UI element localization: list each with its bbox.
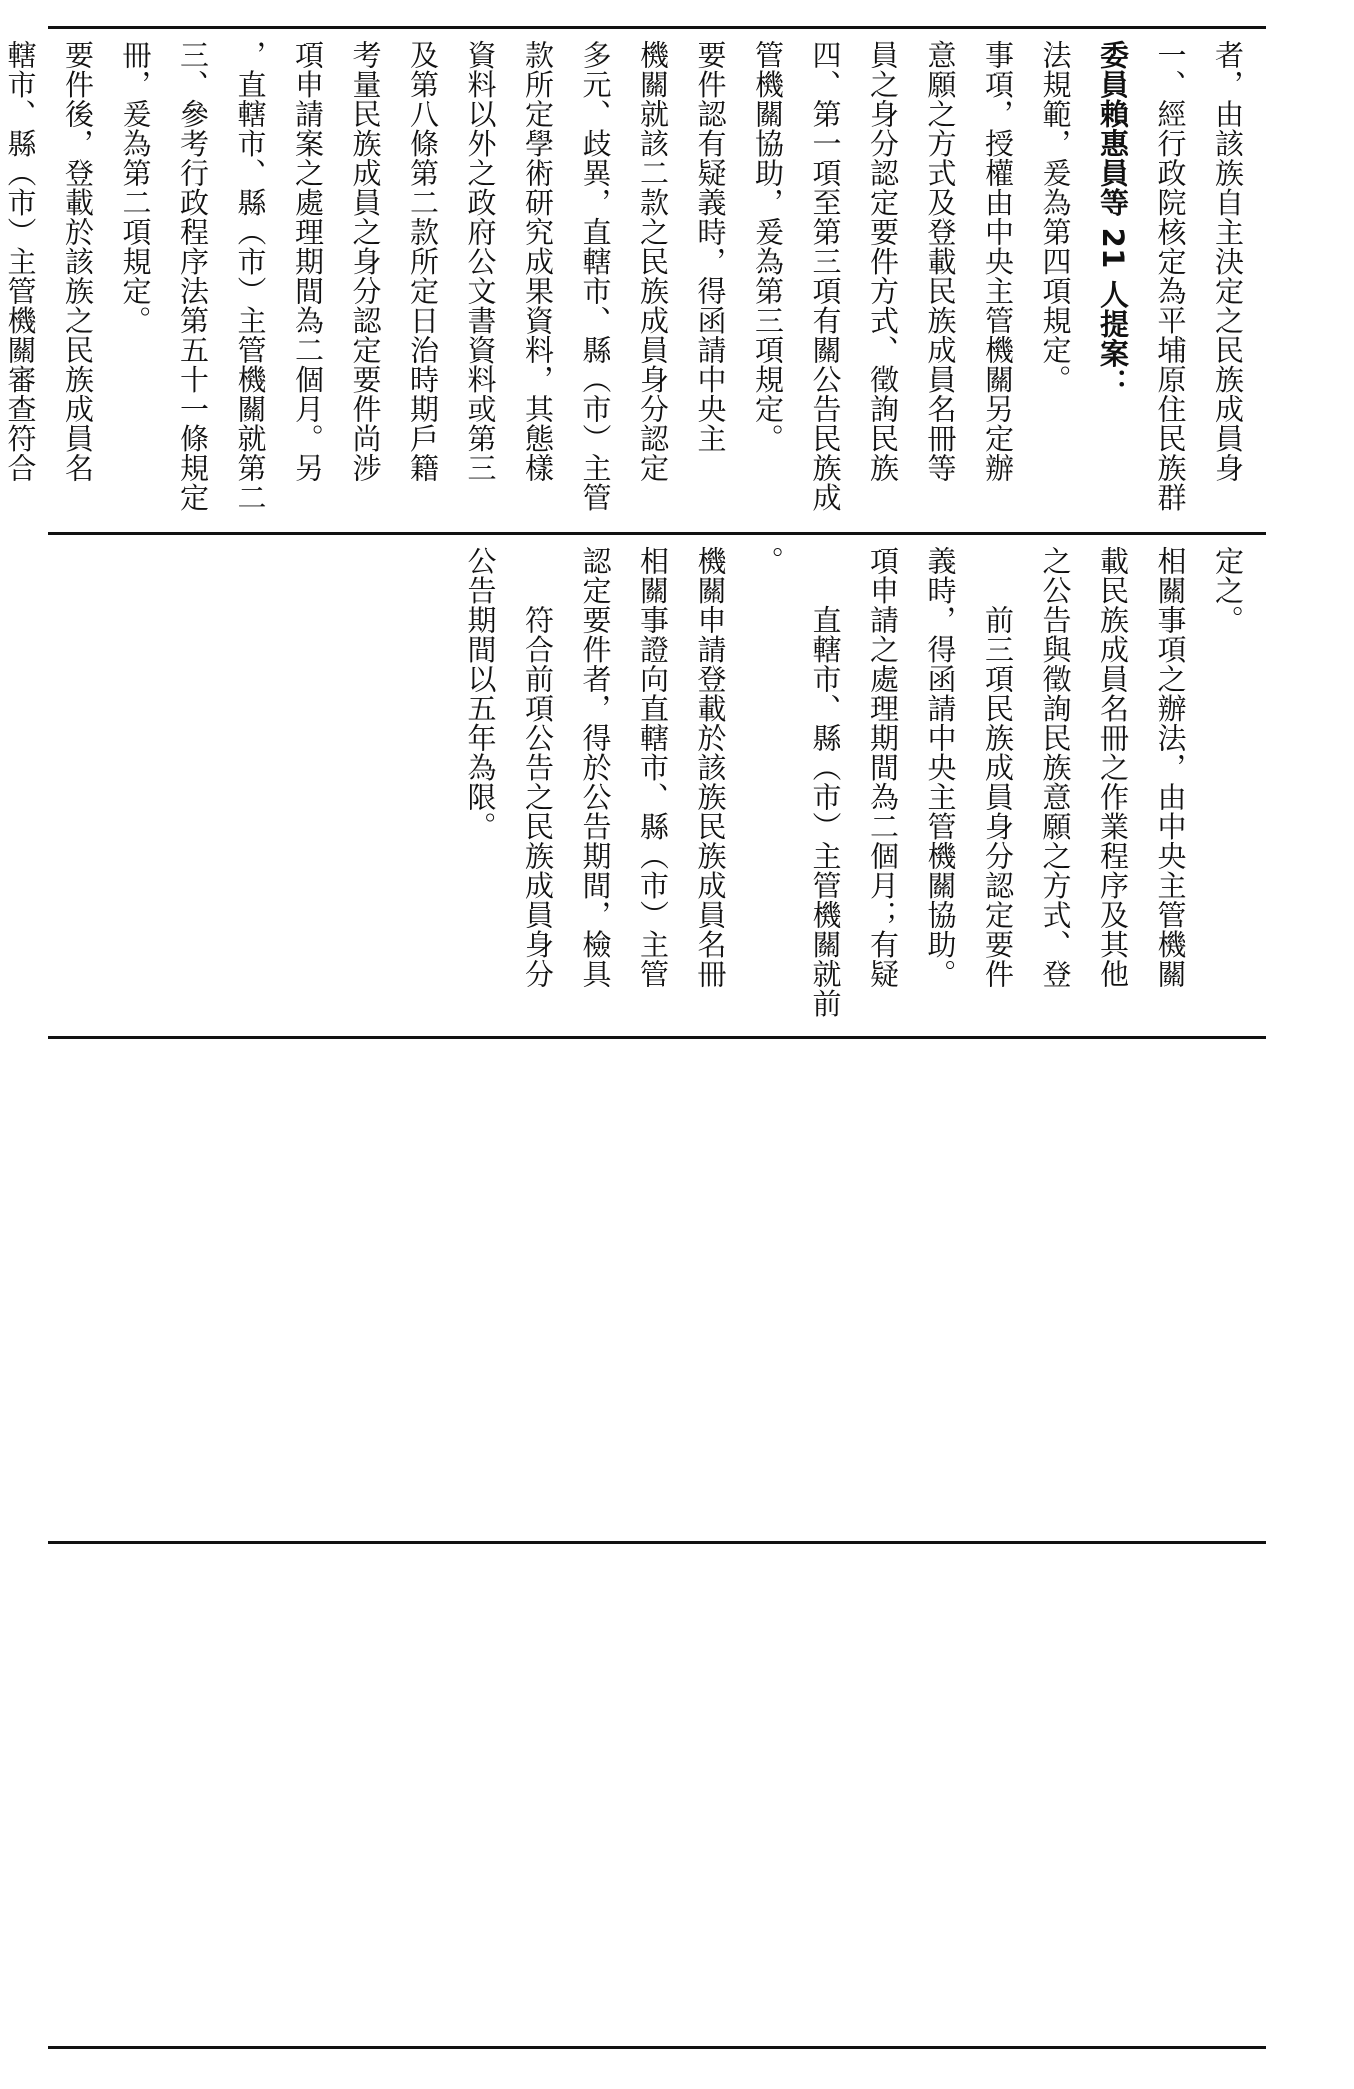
text-line: 法規範，爰為第四項規定。 [1038, 40, 1073, 394]
text-line: 三、參考行政程序法第五十一條規定 [176, 40, 210, 512]
text-line: 委員賴惠員等 21 人提案： [1096, 40, 1130, 398]
text-line: 前三項民族成員身分認定要件 [981, 546, 1015, 989]
text-line: 及第八條第二款所定日治時期戶籍 [406, 40, 440, 483]
text-line: 。 [751, 546, 785, 576]
text-line: 相關事證向直轄市、縣（市）主管 [636, 546, 670, 989]
text-line: 符合前項公告之民族成員身分 [521, 546, 555, 989]
text-line: 認定要件者，得於公告期間，檢具 [578, 546, 613, 989]
text-line: 機關就該二款之民族成員身分認定 [636, 40, 670, 483]
text-line: 要件認有疑義時，得函請中央主 [693, 40, 728, 453]
explanation-column [3, 40, 1256, 520]
text-line: 事項，授權由中央主管機關另定辦 [981, 40, 1015, 483]
text-line: 員之身分認定要件方式、徵詢民族 [866, 40, 900, 483]
text-line: 意願之方式及登載民族成員名冊等 [923, 40, 958, 483]
text-line: 載民族成員名冊之作業程序及其他 [1096, 546, 1130, 989]
text-line: 項申請之處理期間為二個月；有疑 [866, 546, 900, 989]
text-line: 資料以外之政府公文書資料或第三 [463, 40, 498, 483]
text-line: 轄市、縣（市）主管機關審查符合 [3, 40, 38, 483]
text-line: 之公告與徵詢民族意願之方式、登 [1038, 546, 1073, 989]
text-line: 四、第一項至第三項有關公告民族成 [808, 40, 843, 512]
rule-2 [48, 1036, 1266, 1039]
rule-top [48, 26, 1266, 29]
text-line: 定之。 [1211, 546, 1245, 635]
text-line: 項申請案之處理期間為二個月。另 [291, 40, 325, 483]
text-line: 款所定學術研究成果資料，其態樣 [521, 40, 555, 483]
rule-bottom [48, 2046, 1266, 2049]
text-line: 義時，得函請中央主管機關協助。 [923, 546, 958, 989]
text-line: 相關事項之辦法，由中央主管機關 [1153, 546, 1188, 989]
text-line: 者，由該族自主決定之民族成員身 [1211, 40, 1245, 483]
text-line: 機關申請登載於該族民族成員名冊 [693, 546, 728, 989]
text-line: 考量民族成員之身分認定要件尚涉 [348, 40, 383, 483]
text-line: ，直轄市、縣（市）主管機關就第二 [233, 40, 268, 512]
rule-3 [48, 1541, 1266, 1544]
text-line: 直轄市、縣（市）主管機關就前 [808, 546, 843, 1018]
article-text-column [56, 546, 1256, 1026]
text-line: 一、經行政院核定為平埔原住民族群 [1153, 40, 1188, 512]
text-line: 公告期間以五年為限。 [463, 546, 498, 841]
text-line: 冊，爰為第二項規定。 [118, 40, 153, 335]
rule-1 [48, 532, 1266, 535]
text-line: 管機關協助，爰為第三項規定。 [751, 40, 785, 453]
text-line: 多元、歧異，直轄市、縣（市）主管 [578, 40, 613, 512]
text-line: 要件後，登載於該族之民族成員名 [61, 40, 95, 483]
